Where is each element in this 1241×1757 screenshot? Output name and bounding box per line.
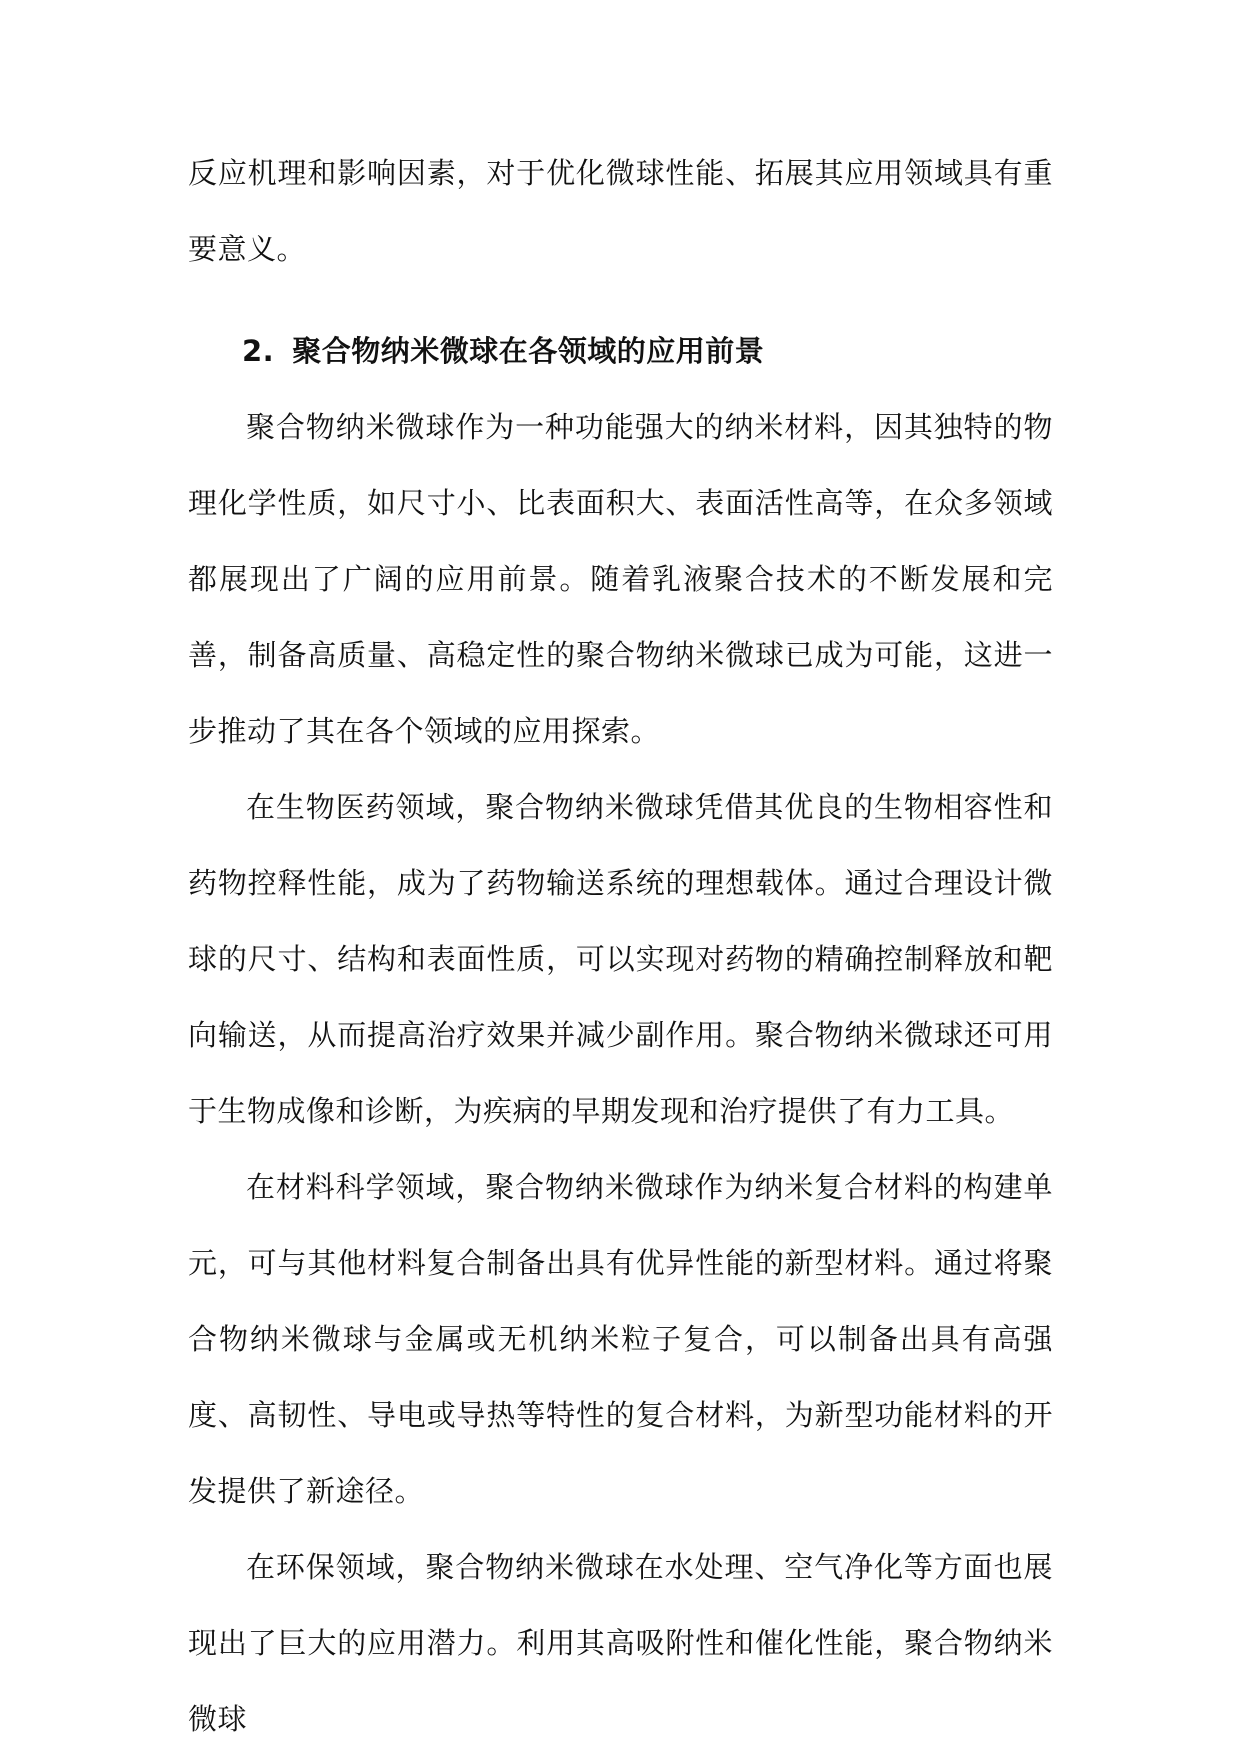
paragraph-biomedicine: 在生物医药领域，聚合物纳米微球凭借其优良的生物相容性和药物控释性能，成为了药物输送系统的理想载体。通过合理设计微球的尺寸、结构和表面性质，可以实现对药物的精确控制释放和靶向输送，从而提高治疗效果并减少副作用。聚合物纳米微球还可用于生物成像和诊断，为疾病的早期发现和治疗提供了有力工具。 — [188, 790, 1053, 1128]
paragraph-materials-science: 在材料科学领域，聚合物纳米微球作为纳米复合材料的构建单元，可与其他材料复合制备出具有优异性能的新型材料。通过将聚合物纳米微球与金属或无机纳米粒子复合，可以制备出具有高强度、高韧性、导电或导热等特性的复合材料，为新型功能材料的开发提供了新途径。 — [188, 1170, 1053, 1508]
section-number: 2. — [242, 334, 275, 368]
section-title: 聚合物纳米微球在各领域的应用前景 — [292, 334, 765, 368]
paragraph-intro: 聚合物纳米微球作为一种功能强大的纳米材料，因其独特的物理化学性质，如尺寸小、比表面积大、表面活性高等，在众多领域都展现出了广阔的应用前景。随着乳液聚合技术的不断发展和完善，制备高质量、高稳定性的聚合物纳米微球已成为可能，这进一步推动了其在各个领域的应用探索。 — [188, 410, 1053, 748]
paragraph-continuation: 反应机理和影响因素，对于优化微球性能、拓展其应用领域具有重要意义。 — [188, 156, 1053, 266]
document-body — [188, 135, 1053, 1757]
section-heading — [188, 321, 1053, 381]
paragraph-environmental: 在环保领域，聚合物纳米微球在水处理、空气净化等方面也展现出了巨大的应用潜力。利用其高吸附性和催化性能，聚合物纳米微球 — [188, 1550, 1053, 1736]
